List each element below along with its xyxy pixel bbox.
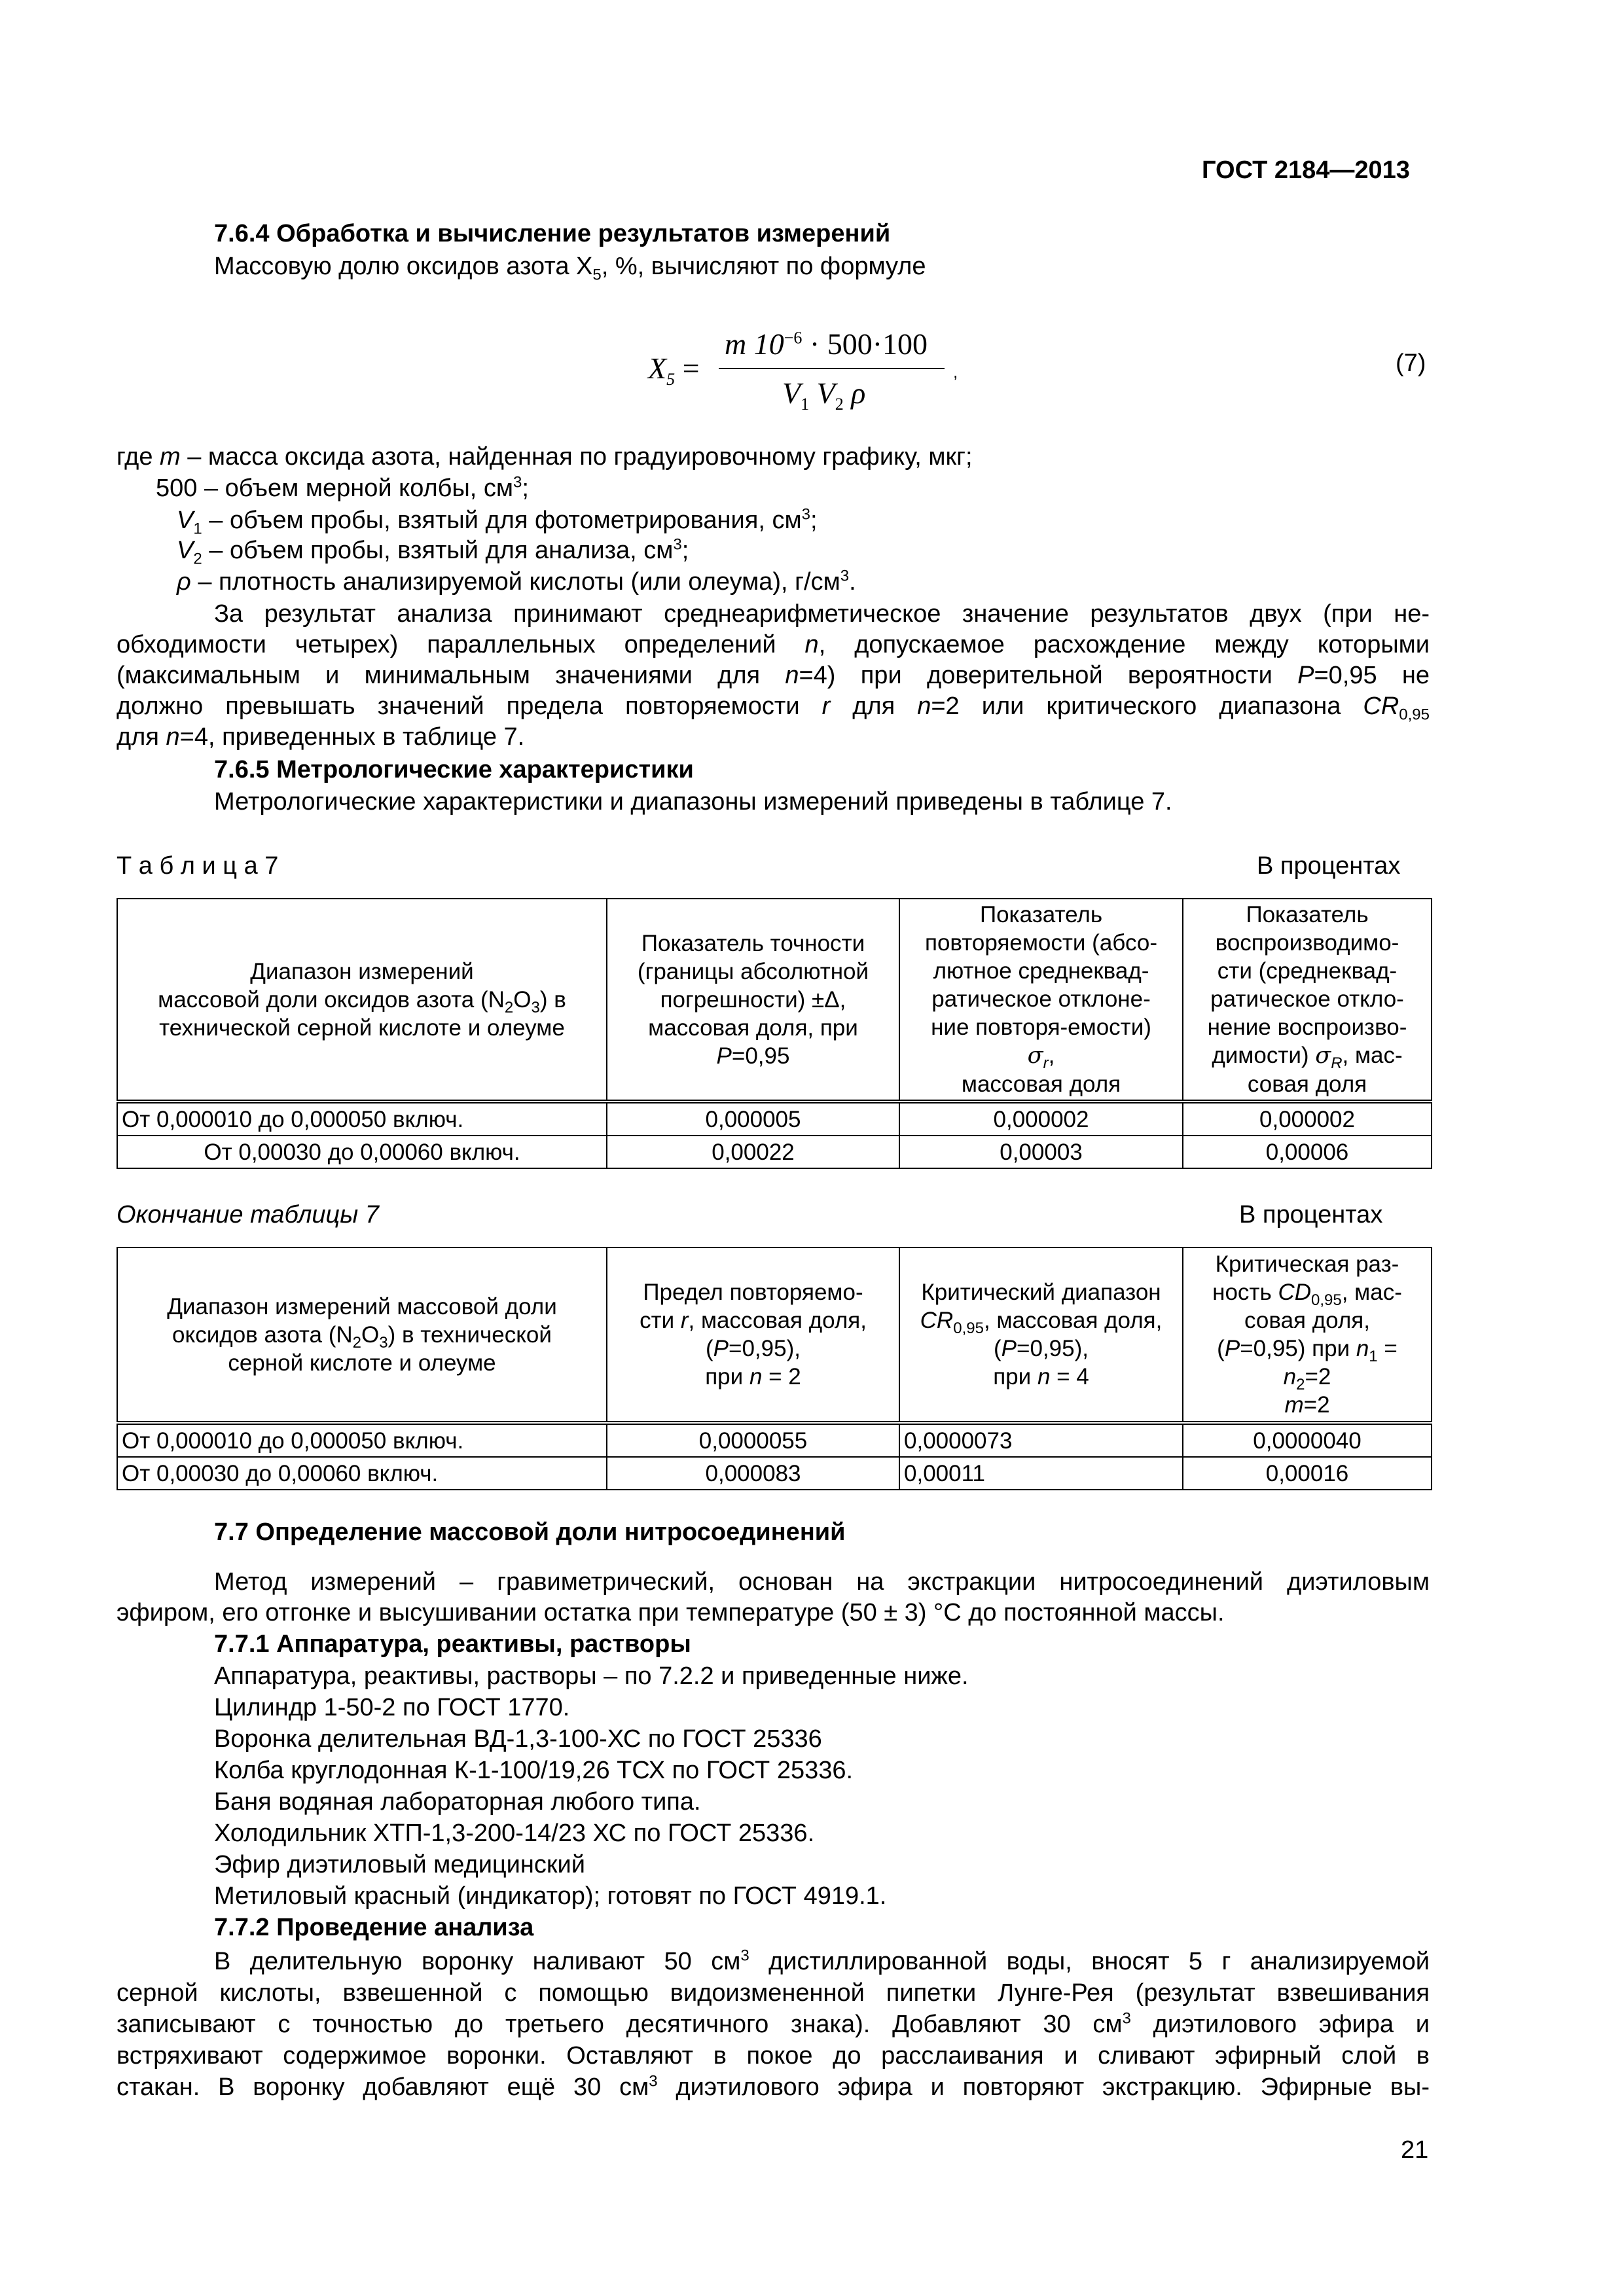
section-771-heading: 7.7.1 Аппаратура, реактивы, растворы bbox=[214, 1630, 691, 1658]
table7b-cell: 0,00011 bbox=[899, 1457, 1183, 1490]
table7-cell: От 0,00030 до 0,00060 включ. bbox=[117, 1136, 607, 1168]
section-765-text: Метрологические характеристики и диапазоны измерений приведены в таблице 7. bbox=[214, 788, 1172, 816]
table7-cell: 0,000002 bbox=[899, 1102, 1183, 1136]
section-77-para-line-2: эфиром, его отгонке и высушивании остатка при температуре (50 ± 3) °С до постоянной массы. bbox=[117, 1599, 1225, 1626]
list-item: Цилиндр 1-50-2 по ГОСТ 1770. bbox=[214, 1694, 570, 1721]
table-row bbox=[117, 1457, 1432, 1490]
table7-continuation bbox=[117, 1247, 1432, 1490]
table7b-header-critical-range: Критический диапазон $CR_{0,95}$, массовая доля, (P=0,95), при n = 4 bbox=[899, 1247, 1183, 1423]
table7-header-range: Диапазон измерений массовой доли оксидов азота $(N_2O_3)$ в технической серной кислоте и олеуме bbox=[117, 899, 607, 1102]
table7b-cell: 0,0000073 bbox=[899, 1423, 1183, 1457]
table7b-cell: От 0,000010 до 0,000050 включ. bbox=[117, 1423, 607, 1457]
formula-denominator: $V_1$ $V_2$ ρ bbox=[782, 376, 866, 414]
table7b-header-repeat-limit: Предел повторяемо- сти r, массовая доля, (P=0,95), при n = 2 bbox=[607, 1247, 899, 1423]
table7-header-accuracy: Показатель точности (границы абсолютной погрешности) ±Δ, массовая доля, при P=0,95 bbox=[607, 899, 899, 1102]
table7-cell: 0,00022 bbox=[607, 1136, 899, 1168]
list-item: Эфир диэтиловый медицинский bbox=[214, 1851, 585, 1878]
formula-comma: , bbox=[953, 362, 958, 382]
table7-cell: От 0,000010 до 0,000050 включ. bbox=[117, 1102, 607, 1136]
table7b-cell: От 0,00030 до 0,00060 включ. bbox=[117, 1457, 607, 1490]
table7b-cell: 0,000083 bbox=[607, 1457, 899, 1490]
formula-number: (7) bbox=[1396, 350, 1426, 377]
table7b-cell: 0,00016 bbox=[1183, 1457, 1432, 1490]
section-772-line-4: встряхивают содержимое воронки. Оставляют в покое до расслаивания и сливают эфирный слой в bbox=[117, 2042, 1430, 2070]
where-rho: ρ – плотность анализируемой кислоты (или олеума), $г/см^3$. bbox=[177, 567, 856, 596]
table7-cell: 0,00003 bbox=[899, 1136, 1183, 1168]
table-row bbox=[117, 1102, 1432, 1136]
section-772-line-3: записывают с точностью до третьего десятичного знака). Добавляют 30 $см^3$ диэтилового эфира и bbox=[117, 2009, 1430, 2038]
table7-cell: 0,000002 bbox=[1183, 1102, 1432, 1136]
table7b-header-critical-difference: Критическая раз- ность $CD_{0,95}$, мас- совая доля, (P=0,95) при $n_1$ = $n_2=2$ m=2 bbox=[1183, 1247, 1432, 1423]
result-para-line-3: (максимальным и минимальным значениями для n=4) при доверительной вероятности P=0,95 не bbox=[117, 662, 1430, 689]
section-772-line-1: В делительную воронку наливают 50 $см^3$ дистиллированной воды, вносят 5 г анализируемой bbox=[214, 1946, 1430, 1975]
where-v1: $V_1$ – объем пробы, взятый для фотометрирования, $см^3$; bbox=[177, 505, 818, 538]
table7 bbox=[117, 898, 1432, 1169]
table7b-cell: 0,0000040 bbox=[1183, 1423, 1432, 1457]
result-para-line-1: За результат анализа принимают среднеарифметическое значение результатов двух (при не- bbox=[214, 600, 1430, 628]
table-row bbox=[117, 1136, 1432, 1168]
where-m: где m – масса оксида азота, найденная по градуировочному графику, мкг; bbox=[117, 443, 973, 471]
list-item: Метиловый красный (индикатор); готовят по ГОСТ 4919.1. bbox=[214, 1882, 887, 1910]
table7-cell: 0,000005 bbox=[607, 1102, 899, 1136]
where-500: 500 – объем мерной колбы, $см^3$; bbox=[156, 473, 529, 502]
section-765-heading: 7.6.5 Метрологические характеристики bbox=[214, 756, 694, 783]
result-para-line-5: для n=4, приведенных в таблице 7. bbox=[117, 723, 525, 751]
section-764-intro: Массовую долю оксидов азота $X_5$, %, вычисляют по формуле bbox=[214, 253, 926, 284]
result-para-line-4: должно превышать значений предела повторяемости r для n=2 или критического диапазона $CR_{0,95}$ bbox=[117, 692, 1430, 724]
table7b-caption: Окончание таблицы 7 bbox=[117, 1201, 379, 1229]
formula-numerator: m $10^{-6} \cdot 500\cdot 100$ bbox=[725, 327, 928, 361]
section-77-para-line-1: Метод измерений – гравиметрический, основан на экстракции нитросоединений диэтиловым bbox=[214, 1568, 1430, 1596]
section-772-line-5: стакан. В воронку добавляют ещё 30 $см^3$ диэтилового эфира и повторяют экстракцию. Эфирные вы- bbox=[117, 2072, 1430, 2101]
list-item: Аппаратура, реактивы, растворы – по 7.2.2 и приведенные ниже. bbox=[214, 1662, 969, 1690]
table-row bbox=[117, 1423, 1432, 1457]
table7-units: В процентах bbox=[1257, 852, 1401, 880]
table7-caption: Т а б л и ц а 7 bbox=[117, 852, 279, 880]
formula-fraction-bar bbox=[719, 368, 945, 369]
formula-lhs: $X_5$ = bbox=[648, 351, 700, 389]
section-764-heading: 7.6.4 Обработка и вычисление результатов измерений bbox=[214, 220, 891, 247]
section-77-heading: 7.7 Определение массовой доли нитросоединений bbox=[214, 1518, 846, 1546]
list-item: Холодильник ХТП-1,3-200-14/23 ХС по ГОСТ 25336. bbox=[214, 1820, 815, 1847]
where-v2: $V_2$ – объем пробы, взятый для анализа, $см^3$; bbox=[177, 535, 689, 568]
table7b-cell: 0,0000055 bbox=[607, 1423, 899, 1457]
section-772-heading: 7.7.2 Проведение анализа bbox=[214, 1914, 534, 1941]
result-para-line-2: обходимости четырех) параллельных определений n, допускаемое расхождение между которыми bbox=[117, 631, 1430, 658]
table7b-units: В процентах bbox=[1239, 1201, 1383, 1229]
table7b-header-range: Диапазон измерений массовой доли оксидов азота $(N_2O_3)$ в технической серной кислоте и олеуме bbox=[117, 1247, 607, 1423]
table7-cell: 0,00006 bbox=[1183, 1136, 1432, 1168]
section-772-line-2: серной кислоты, взвешенной с помощью видоизмененной пипетки Лунге-Рея (результат взвешивания bbox=[117, 1979, 1430, 2007]
list-item: Колба круглодонная К-1-100/19,26 ТСХ по ГОСТ 25336. bbox=[214, 1757, 854, 1784]
list-item: Баня водяная лабораторная любого типа. bbox=[214, 1788, 701, 1816]
page-number: 21 bbox=[1401, 2136, 1429, 2164]
standard-header: ГОСТ 2184—2013 bbox=[1202, 156, 1410, 184]
table7-header-reproducibility: Показатель воспроизводимо- сти (среднеквад- ратическое откло- нение воспроизво- димости) $\sigma_R$, мас- совая доля bbox=[1183, 899, 1432, 1102]
table7-header-repeatability: Показатель повторяемости (абсо- лютное среднеквад- ратическое отклоне- ние повторя-емости) $\sigma_r$, массовая доля bbox=[899, 899, 1183, 1102]
list-item: Воронка делительная ВД-1,3-100-ХС по ГОСТ 25336 bbox=[214, 1725, 822, 1753]
